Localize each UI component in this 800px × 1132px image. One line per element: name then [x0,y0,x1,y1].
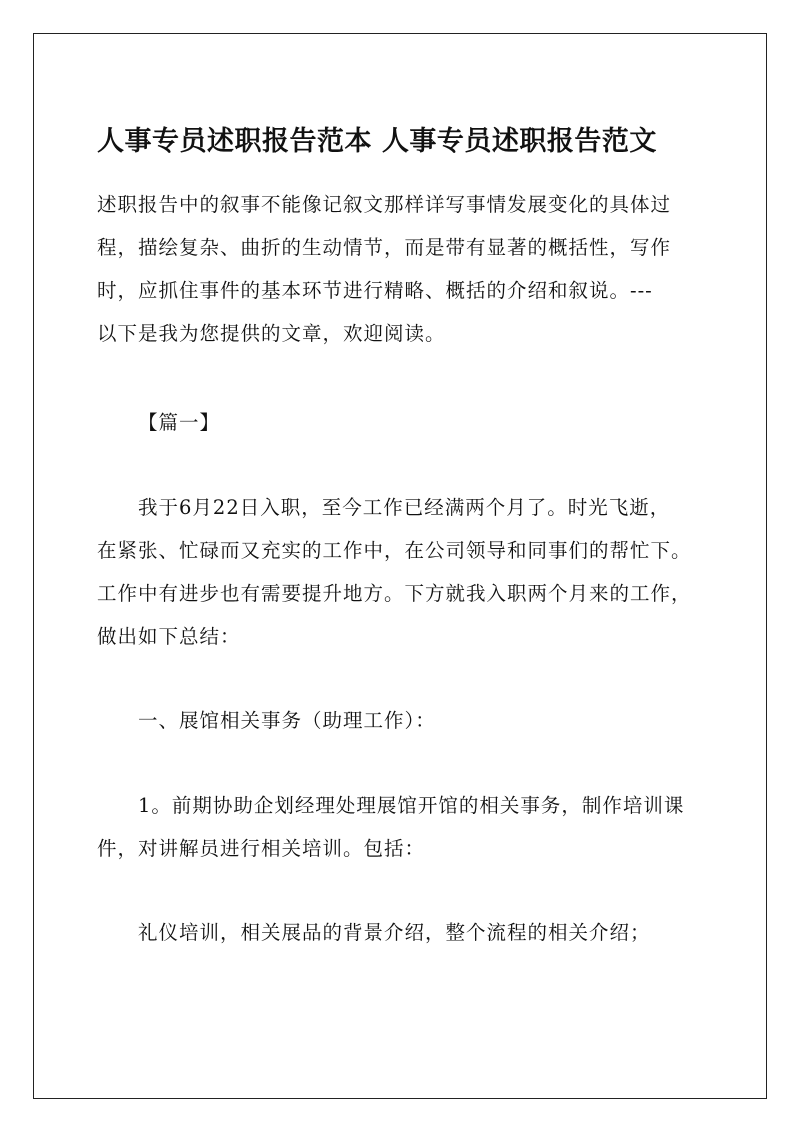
paragraph-line: 在紧张、忙碌而又充实的工作中，在公司领导和同事们的帮忙下。 [97,539,692,562]
section-heading: 【篇一】 [138,411,221,434]
paragraph-2: 一、展馆相关事务（助理工作）： [138,709,436,732]
paragraph-1 [97,486,705,658]
intro-line: 程，描绘复杂、曲折的生动情节，而是带有显著的概括性，写作 [97,236,672,259]
paragraph-4: 礼仪培训，相关展品的背景介绍，整个流程的相关介绍； [138,921,651,944]
paragraph-line: 1。前期协助企划经理处理展馆开馆的相关事务，制作培训课 [138,794,685,817]
intro-line: 以下是我为您提供的文章，欢迎阅读。 [97,322,446,345]
paragraph-line: 做出如下总结： [97,625,241,648]
paragraph-3 [97,784,705,870]
paragraph-line: 我于6月22日入职，至今工作已经满两个月了。时光飞逝， [138,496,671,519]
document-title: 人事专员述职报告范本 人事专员述职报告范文 [97,126,657,157]
intro-paragraph [97,183,705,355]
paragraph-line: 件，对讲解员进行相关培训。包括： [97,837,426,860]
paragraph-line: 工作中有进步也有需要提升地方。下方就我入职两个月来的工作， [97,582,692,605]
intro-line: 时，应抓住事件的基本环节进行精略、概括的介绍和叙说。--- [97,279,653,302]
intro-line: 述职报告中的叙事不能像记叙文那样详写事情发展变化的具体过 [97,193,672,216]
